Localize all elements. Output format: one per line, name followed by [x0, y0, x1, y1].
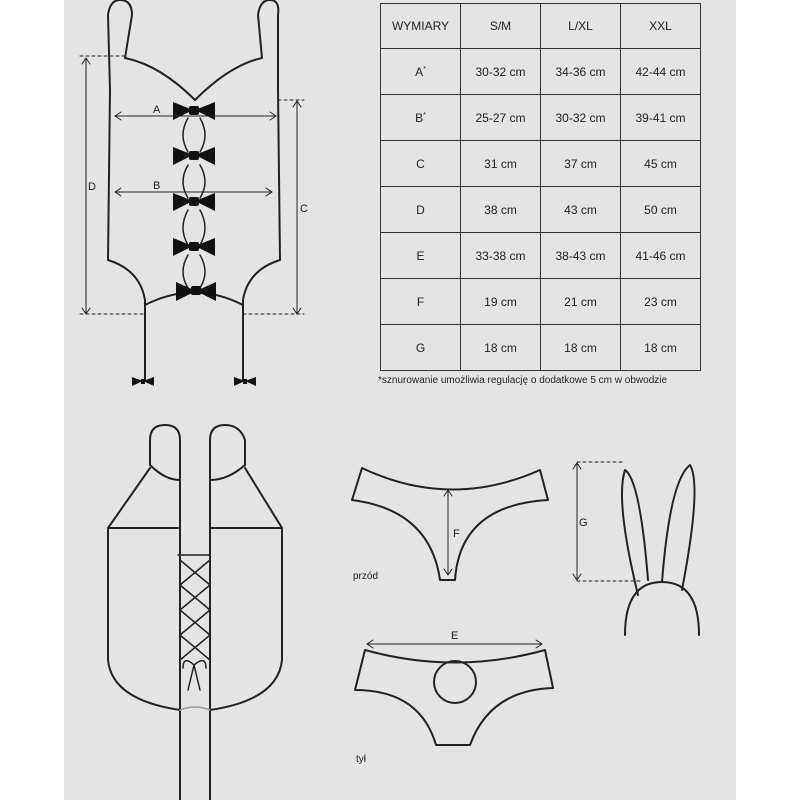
table-row	[381, 187, 701, 233]
garter-bow-right-icon	[234, 377, 256, 386]
table-row	[381, 49, 701, 95]
table-cell: 39-41 cm	[621, 95, 701, 141]
table-cell: 37 cm	[541, 141, 621, 187]
row-label: G	[381, 325, 461, 371]
table-cell: 23 cm	[621, 279, 701, 325]
measure-c-arrow	[243, 100, 304, 314]
table-cell: 38 cm	[461, 187, 541, 233]
table-cell: 31 cm	[461, 141, 541, 187]
label-g: G	[579, 517, 588, 529]
bow-icons	[173, 102, 216, 301]
row-label: E	[381, 233, 461, 279]
row-label: B*	[381, 95, 461, 141]
label-f: F	[453, 528, 460, 540]
row-label: F	[381, 279, 461, 325]
table-row	[381, 233, 701, 279]
table-cell: 30-32 cm	[541, 95, 621, 141]
footnote: *sznurowanie umożliwia regulację o dodatkowe 5 cm w obwodzie	[378, 375, 668, 386]
label-a: A	[153, 104, 161, 116]
caption-front: przód	[353, 571, 379, 582]
back-lacing	[178, 555, 210, 690]
measure-f-arrow	[444, 490, 452, 575]
panty-front-outline	[352, 468, 548, 580]
bunny-ears-icon	[622, 465, 699, 635]
row-label: D	[381, 187, 461, 233]
table-cell: 41-46 cm	[621, 233, 701, 279]
label-b: B	[153, 180, 161, 192]
garter-bow-left-icon	[132, 377, 154, 386]
table-cell: 45 cm	[621, 141, 701, 187]
table-cell: 18 cm	[621, 325, 701, 371]
panty-back-outline	[355, 650, 553, 745]
size-table	[380, 3, 701, 371]
table-row	[381, 141, 701, 187]
table-cell: 38-43 cm	[541, 233, 621, 279]
header-cell: S/M	[461, 4, 541, 49]
label-c: C	[300, 203, 308, 215]
table-row	[381, 95, 701, 141]
table-cell: 43 cm	[541, 187, 621, 233]
table-row	[381, 279, 701, 325]
header-cell: L/XL	[541, 4, 621, 49]
caption-back: tył	[356, 754, 366, 765]
header-cell: WYMIARY	[381, 4, 461, 49]
table-cell: 19 cm	[461, 279, 541, 325]
header-cell: XXL	[621, 4, 701, 49]
bodysuit-front-outline	[108, 0, 280, 380]
label-d: D	[88, 181, 96, 193]
table-cell: 42-44 cm	[621, 49, 701, 95]
table-cell: 33-38 cm	[461, 233, 541, 279]
row-label: A*	[381, 49, 461, 95]
table-cell: 21 cm	[541, 279, 621, 325]
table-cell: 50 cm	[621, 187, 701, 233]
table-row	[381, 325, 701, 371]
bodysuit-back-outline	[108, 425, 282, 800]
table-cell: 25-27 cm	[461, 95, 541, 141]
table-cell: 18 cm	[541, 325, 621, 371]
size-table-header	[381, 4, 701, 49]
row-label: C	[381, 141, 461, 187]
label-e: E	[451, 630, 459, 642]
table-cell: 30-32 cm	[461, 49, 541, 95]
table-cell: 18 cm	[461, 325, 541, 371]
measure-b-arrow	[115, 188, 272, 196]
table-cell: 34-36 cm	[541, 49, 621, 95]
